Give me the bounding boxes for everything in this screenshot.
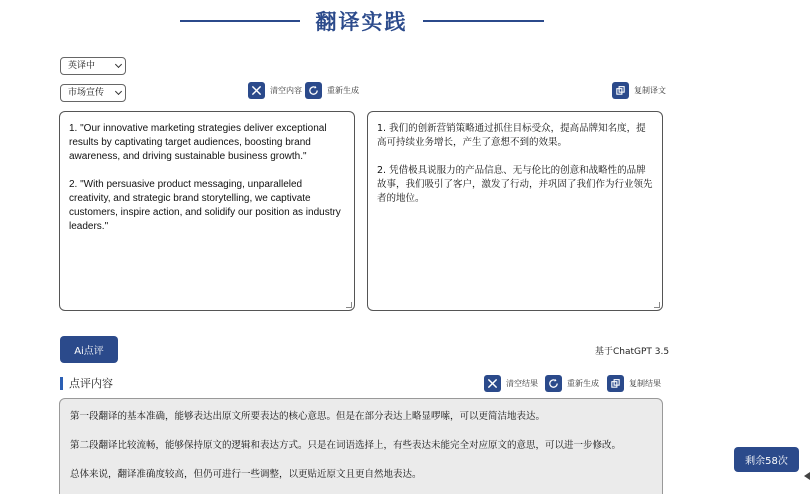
review-section-title	[60, 376, 113, 390]
copy-translation-button[interactable]	[612, 82, 666, 99]
title-divider-right	[423, 20, 544, 22]
review-paragraph: 第一段翻译的基本准确，能够表达出原文所要表达的核心意思。但是在部分表达上略显啰嗦，可以更简洁地表达。	[70, 411, 546, 422]
language-select-value: 英译中	[68, 61, 96, 71]
chevron-down-icon	[115, 88, 122, 95]
collapse-arrow-icon[interactable]	[804, 472, 810, 480]
chevron-down-icon	[115, 61, 122, 68]
review-section-label: 点评内容	[69, 377, 113, 390]
regenerate-translation-label: 重新生成	[327, 86, 359, 95]
clear-source-label: 清空内容	[270, 86, 302, 95]
title-area	[0, 6, 811, 36]
close-icon	[484, 375, 501, 392]
regenerate-translation-button[interactable]	[305, 82, 359, 99]
resize-handle[interactable]	[654, 302, 660, 308]
ai-review-button[interactable]: Ai点评	[60, 336, 118, 363]
regenerate-review-label: 重新生成	[567, 379, 599, 388]
model-label: 基于ChatGPT 3.5	[595, 347, 670, 357]
refresh-icon	[305, 82, 322, 99]
remaining-uses-button[interactable]: 剩余58次	[734, 447, 799, 472]
source-paragraph: 2. "With persuasive product messaging, unparalleled creativity, and strategic brand storytelling, we captivate customers, inspire action, and solidify our position as industry leaders."	[69, 179, 341, 232]
domain-select[interactable]	[60, 84, 126, 102]
copy-result-label: 复制结果	[629, 379, 661, 388]
translation-text-area[interactable]	[367, 111, 663, 311]
section-accent-bar	[60, 377, 63, 390]
review-content-box	[59, 398, 663, 494]
source-paragraph: 1. "Our innovative marketing strategies deliver exceptional results by captivating target audiences, boosting brand awareness, and driving sustainable business growth."	[69, 123, 327, 162]
title-divider-left	[180, 20, 300, 22]
resize-handle[interactable]	[346, 302, 352, 308]
refresh-icon	[545, 375, 562, 392]
clear-result-label: 清空结果	[506, 379, 538, 388]
clear-result-button[interactable]	[484, 375, 538, 392]
translation-paragraph: 1. 我们的创新营销策略通过抓住目标受众，提高品牌知名度，提高可持续业务增长，产生了意想不到的效果。	[377, 123, 646, 148]
regenerate-review-button[interactable]	[545, 375, 599, 392]
clear-source-button[interactable]	[248, 82, 302, 99]
review-paragraph: 第二段翻译比较流畅，能够保持原文的逻辑和表达方式。只是在词语选择上，有些表达未能完全对应原文的意思，可以进一步修改。	[70, 440, 622, 451]
review-paragraph: 总体来说，翻译准确度较高，但仍可进行一些调整，以更贴近原文且更自然地表达。	[70, 469, 422, 480]
copy-icon	[612, 82, 629, 99]
copy-translation-label: 复制译文	[634, 86, 666, 95]
close-icon	[248, 82, 265, 99]
domain-select-value: 市场宣传	[68, 88, 105, 98]
source-text-area[interactable]	[59, 111, 355, 311]
copy-icon	[607, 375, 624, 392]
page-title: 翻译实践	[315, 10, 408, 34]
copy-result-button[interactable]	[607, 375, 661, 392]
language-select[interactable]	[60, 57, 126, 75]
translation-paragraph: 2. 凭借极具说服力的产品信息、无与伦比的创意和战略性的品牌故事，我们吸引了客户，激发了行动，并巩固了我们作为行业领先者的地位。	[377, 165, 653, 204]
